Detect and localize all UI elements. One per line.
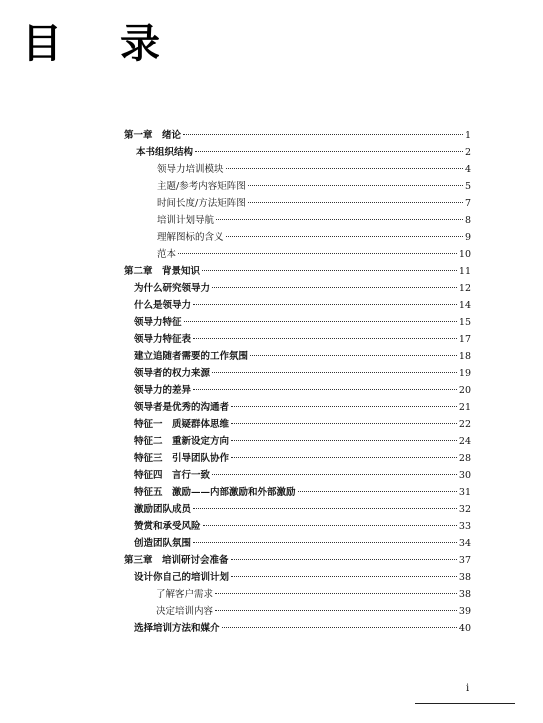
toc-entry[interactable] bbox=[0, 212, 543, 229]
toc-entry[interactable] bbox=[0, 586, 543, 603]
toc-entry-page: 33 bbox=[458, 521, 471, 532]
toc-entry[interactable] bbox=[0, 484, 543, 501]
toc-entry-title: 第二章 背景知识 bbox=[124, 266, 201, 277]
toc-entry-page: 9 bbox=[464, 232, 471, 243]
toc-entry-title: 培训计划导航 bbox=[157, 215, 215, 226]
toc-entry-title: 第三章 培训研讨会准备 bbox=[124, 555, 229, 566]
footer-rule bbox=[415, 703, 515, 704]
toc-entry-page: 10 bbox=[458, 249, 471, 260]
toc-entry-title: 第一章 绪论 bbox=[124, 130, 182, 141]
toc-entry-page: 2 bbox=[464, 147, 471, 158]
dot-leader bbox=[248, 185, 463, 186]
toc-entry-title: 领导力的差异 bbox=[134, 385, 192, 396]
toc-entry-title: 创造团队氛围 bbox=[134, 538, 192, 549]
toc-entry[interactable] bbox=[0, 331, 543, 348]
toc-entry-page: 20 bbox=[458, 385, 471, 396]
toc-entry[interactable] bbox=[0, 297, 543, 314]
toc-entry[interactable] bbox=[0, 195, 543, 212]
toc-entry[interactable] bbox=[0, 535, 543, 552]
toc-entry[interactable] bbox=[0, 382, 543, 399]
toc-entry-title: 领导者的权力来源 bbox=[134, 368, 211, 379]
title-char-2: 录 bbox=[120, 21, 160, 67]
dot-leader bbox=[193, 542, 457, 543]
dot-leader bbox=[231, 423, 457, 424]
toc-entry-title: 什么是领导力 bbox=[134, 300, 192, 311]
toc-entry[interactable] bbox=[0, 280, 543, 297]
title-char-1: 目 bbox=[22, 21, 62, 67]
toc-entry-title: 理解图标的含义 bbox=[157, 232, 224, 243]
toc-entry-title: 特征二 重新设定方向 bbox=[134, 436, 230, 447]
toc-entry[interactable] bbox=[0, 229, 543, 246]
dot-leader bbox=[231, 406, 457, 407]
toc-entry-page: 39 bbox=[458, 606, 471, 617]
toc-entry-title: 决定培训内容 bbox=[156, 606, 214, 617]
toc-entry[interactable] bbox=[0, 450, 543, 467]
toc-entry-title: 特征四 言行一致 bbox=[134, 470, 211, 481]
toc-entry[interactable] bbox=[0, 501, 543, 518]
toc-entry-page: 15 bbox=[458, 317, 471, 328]
toc-entry[interactable] bbox=[0, 620, 543, 637]
toc-entry[interactable] bbox=[0, 416, 543, 433]
toc-entry[interactable] bbox=[0, 127, 543, 144]
toc-entry-page: 38 bbox=[458, 589, 471, 600]
toc-entry-title: 选择培训方法和媒介 bbox=[134, 623, 220, 634]
toc-entry-page: 8 bbox=[464, 215, 471, 226]
dot-leader bbox=[193, 338, 457, 339]
page-title bbox=[22, 21, 160, 67]
toc-entry-title: 建立追随者需要的工作氛围 bbox=[134, 351, 249, 362]
toc-entry-title: 领导力培训模块 bbox=[157, 164, 224, 175]
dot-leader bbox=[215, 610, 457, 611]
toc-entry-title: 特征五 激励——内部激励和外部激励 bbox=[134, 487, 296, 498]
toc-entry-title: 设计你自己的培训计划 bbox=[134, 572, 230, 583]
dot-leader bbox=[226, 168, 463, 169]
dot-leader bbox=[203, 525, 457, 526]
dot-leader bbox=[184, 321, 457, 322]
dot-leader bbox=[212, 287, 457, 288]
toc-entry-page: 17 bbox=[458, 334, 471, 345]
toc-entry[interactable] bbox=[0, 144, 543, 161]
toc-entry[interactable] bbox=[0, 348, 543, 365]
dot-leader bbox=[222, 627, 457, 628]
toc-entry[interactable] bbox=[0, 552, 543, 569]
toc-entry-title: 领导者是优秀的沟通者 bbox=[134, 402, 230, 413]
toc-entry-page: 1 bbox=[464, 130, 471, 141]
dot-leader bbox=[248, 202, 463, 203]
toc-entry-title: 特征一 质疑群体思维 bbox=[134, 419, 230, 430]
dot-leader bbox=[212, 372, 457, 373]
toc-entry-title: 本书组织结构 bbox=[136, 147, 194, 158]
dot-leader bbox=[202, 270, 457, 271]
toc-entry-page: 12 bbox=[458, 283, 471, 294]
toc-entry-title: 为什么研究领导力 bbox=[134, 283, 211, 294]
toc-entry[interactable] bbox=[0, 178, 543, 195]
toc-entry-page: 18 bbox=[458, 351, 471, 362]
toc-entry-page: 38 bbox=[458, 572, 471, 583]
toc-entry-title: 主题/参考内容矩阵图 bbox=[157, 181, 246, 192]
toc-entry-page: 34 bbox=[458, 538, 471, 549]
toc-entry-page: 32 bbox=[458, 504, 471, 515]
dot-leader bbox=[193, 389, 457, 390]
toc-entry-title: 激励团队成员 bbox=[134, 504, 192, 515]
dot-leader bbox=[298, 491, 457, 492]
dot-leader bbox=[250, 355, 457, 356]
dot-leader bbox=[178, 253, 457, 254]
toc-entry-page: 22 bbox=[458, 419, 471, 430]
toc-entry[interactable] bbox=[0, 467, 543, 484]
dot-leader bbox=[215, 593, 457, 594]
toc-entry-title: 了解客户需求 bbox=[156, 589, 214, 600]
toc-entry-page: 14 bbox=[458, 300, 471, 311]
dot-leader bbox=[193, 304, 457, 305]
page-number: i bbox=[466, 683, 470, 694]
toc-entry-title: 领导力特征 bbox=[134, 317, 182, 328]
toc-entry-title: 赞赏和承受风险 bbox=[134, 521, 201, 532]
toc-entry[interactable] bbox=[0, 399, 543, 416]
toc-entry-page: 40 bbox=[458, 623, 471, 634]
toc-entry-page: 4 bbox=[464, 164, 471, 175]
toc-entry-page: 5 bbox=[464, 181, 471, 192]
dot-leader bbox=[226, 236, 463, 237]
dot-leader bbox=[231, 576, 457, 577]
toc-entry[interactable] bbox=[0, 365, 543, 382]
dot-leader bbox=[231, 559, 457, 560]
toc-entry[interactable] bbox=[0, 569, 543, 586]
toc-entry-page: 11 bbox=[458, 266, 471, 277]
toc-entry[interactable] bbox=[0, 263, 543, 280]
toc-entry-page: 24 bbox=[458, 436, 471, 447]
toc-entry-page: 19 bbox=[458, 368, 471, 379]
toc-entry[interactable] bbox=[0, 314, 543, 331]
toc-entry[interactable] bbox=[0, 433, 543, 450]
toc-entry-title: 领导力特征表 bbox=[134, 334, 192, 345]
toc-entry-title: 时间长度/方法矩阵图 bbox=[157, 198, 246, 209]
toc-entry-page: 37 bbox=[458, 555, 471, 566]
toc-entry-page: 30 bbox=[458, 470, 471, 481]
dot-leader bbox=[195, 151, 463, 152]
toc-entry-title: 范本 bbox=[157, 249, 177, 260]
dot-leader bbox=[212, 474, 457, 475]
toc-entry-page: 31 bbox=[458, 487, 471, 498]
toc-entry[interactable] bbox=[0, 518, 543, 535]
toc-entry[interactable] bbox=[0, 161, 543, 178]
toc-entry-page: 21 bbox=[458, 402, 471, 413]
dot-leader bbox=[231, 440, 457, 441]
toc-entry[interactable] bbox=[0, 603, 543, 620]
dot-leader bbox=[183, 134, 463, 135]
toc-entry-page: 28 bbox=[458, 453, 471, 464]
dot-leader bbox=[231, 457, 457, 458]
dot-leader bbox=[193, 508, 457, 509]
toc-entry[interactable] bbox=[0, 246, 543, 263]
toc-entry-page: 7 bbox=[464, 198, 471, 209]
dot-leader bbox=[216, 219, 463, 220]
toc-entry-title: 特征三 引导团队协作 bbox=[134, 453, 230, 464]
